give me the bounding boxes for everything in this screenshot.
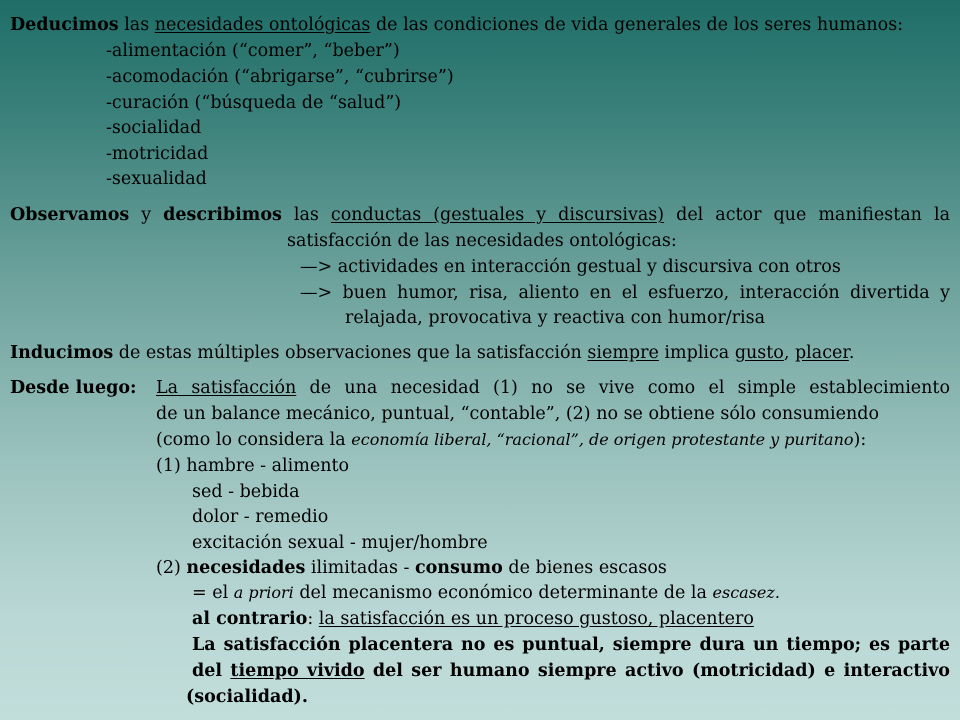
p2-arrow-2: —> buen humor, risa, aliento en el esfuerzo, interacción divertida y (300, 283, 950, 303)
p1-underlined: necesidades ontológicas (154, 15, 371, 35)
p4-line2: de un balance mecánico, puntual, “contable”, (2) no se obtiene sólo consumiendo (156, 404, 880, 424)
p2-underlined: conductas (gestuales y discursivas) (330, 205, 665, 225)
p4-line3-italic: economía liberal, “racional”, de origen protestante y puritano (351, 430, 854, 449)
p4-line3-post: ): (853, 430, 867, 450)
p4-line8-mid: ilimitadas - (305, 558, 415, 578)
p4-line13: (socialidad). (186, 687, 308, 707)
p4-line1-post: de una necesidad (1) no se vive como el simple establecimiento (296, 378, 951, 398)
p2-line2: satisfacción de las necesidades ontológicas: (287, 231, 677, 251)
p4-line9-mid: del mecanismo económico determinante de la (293, 583, 713, 603)
p1-item-1: -alimentación (“comer”, “beber”) (106, 41, 400, 61)
p4-line10 (192, 608, 754, 630)
p3-gusto: gusto (734, 343, 784, 363)
p3-pre: de estas múltiples observaciones que la satisfacción (113, 343, 588, 363)
p2-and: y (129, 205, 164, 225)
p1-item-5: -motricidad (106, 144, 209, 164)
p4-line6: dolor - remedio (192, 507, 329, 527)
p1-item-4: -socialidad (106, 118, 202, 138)
p4-al-contrario: al contrario (192, 609, 308, 629)
p4-line12-pre: del (192, 661, 231, 681)
p1-item-6: -sexualidad (106, 169, 207, 189)
p3-line (10, 342, 854, 364)
p4-line10-underlined: la satisfacción es un proceso gustoso, placentero (318, 609, 754, 629)
p4-escasez: escasez. (712, 583, 780, 602)
p4-line5: sed - bebida (192, 482, 300, 502)
p1-item-3: -curación (“búsqueda de “salud”) (106, 93, 402, 113)
p3-placer: placer (794, 343, 849, 363)
p4-lead (10, 377, 137, 399)
p3-comma: , (783, 343, 795, 363)
p4-line4: (1) hambre - alimento (156, 456, 350, 476)
p3-mid: implica (658, 343, 735, 363)
p4-necesidades: necesidades (186, 558, 306, 578)
p3-inducimos: Inducimos (10, 343, 114, 363)
p3-siempre: siempre (587, 343, 659, 363)
p1-line1 (10, 14, 903, 36)
p4-line7: excitación sexual - mujer/hombre (192, 533, 488, 553)
p2-arrow-2b: relajada, provocativa y reactiva con humor/risa (345, 308, 766, 328)
p4-line12 (192, 660, 950, 682)
p4-desde-luego: Desde luego: (10, 378, 137, 398)
p2-post: del actor que manifiestan la (664, 205, 951, 225)
p4-line8-end: de bienes escasos (502, 558, 667, 578)
p2-describimos: describimos (163, 205, 282, 225)
p4-line8 (156, 557, 667, 579)
p2-pre: las (281, 205, 331, 225)
p2-observamos: Observamos (10, 205, 130, 225)
p4-line8-num: (2) (156, 558, 187, 578)
p4-line9-pre: = el (192, 583, 234, 603)
p4-line3-pre: (como lo considera la (156, 430, 352, 450)
p4-a-priori: a priori (233, 583, 294, 602)
p1-post: de las condiciones de vida generales de los seres humanos: (370, 15, 904, 35)
p1-pre: las (118, 15, 155, 35)
p2-arrow-1: —> actividades en interacción gestual y discursiva con otros (300, 257, 841, 277)
p4-line9 (192, 582, 780, 604)
p4-line11-text: La satisfacción placentera no es puntual, siempre dura un tiempo; es parte (192, 635, 950, 655)
p4-line3 (156, 429, 866, 451)
p4-line11 (192, 634, 950, 656)
p4-line1 (156, 377, 950, 399)
p2-line1 (10, 204, 950, 226)
p4-tiempo-vivido: tiempo vivido (230, 661, 365, 681)
p1-item-2: -acomodación (“abrigarse”, “cubrirse”) (106, 67, 454, 87)
p4-line10-colon: : (307, 609, 319, 629)
p4-la-satisfaccion: La satisfacción (156, 378, 297, 398)
p1-lead: Deducimos (10, 15, 119, 35)
p4-consumo: consumo (414, 558, 503, 578)
p3-dot: . (848, 343, 855, 363)
p4-line12-post: del ser humano siempre activo (motricidad) e interactivo (364, 661, 950, 681)
